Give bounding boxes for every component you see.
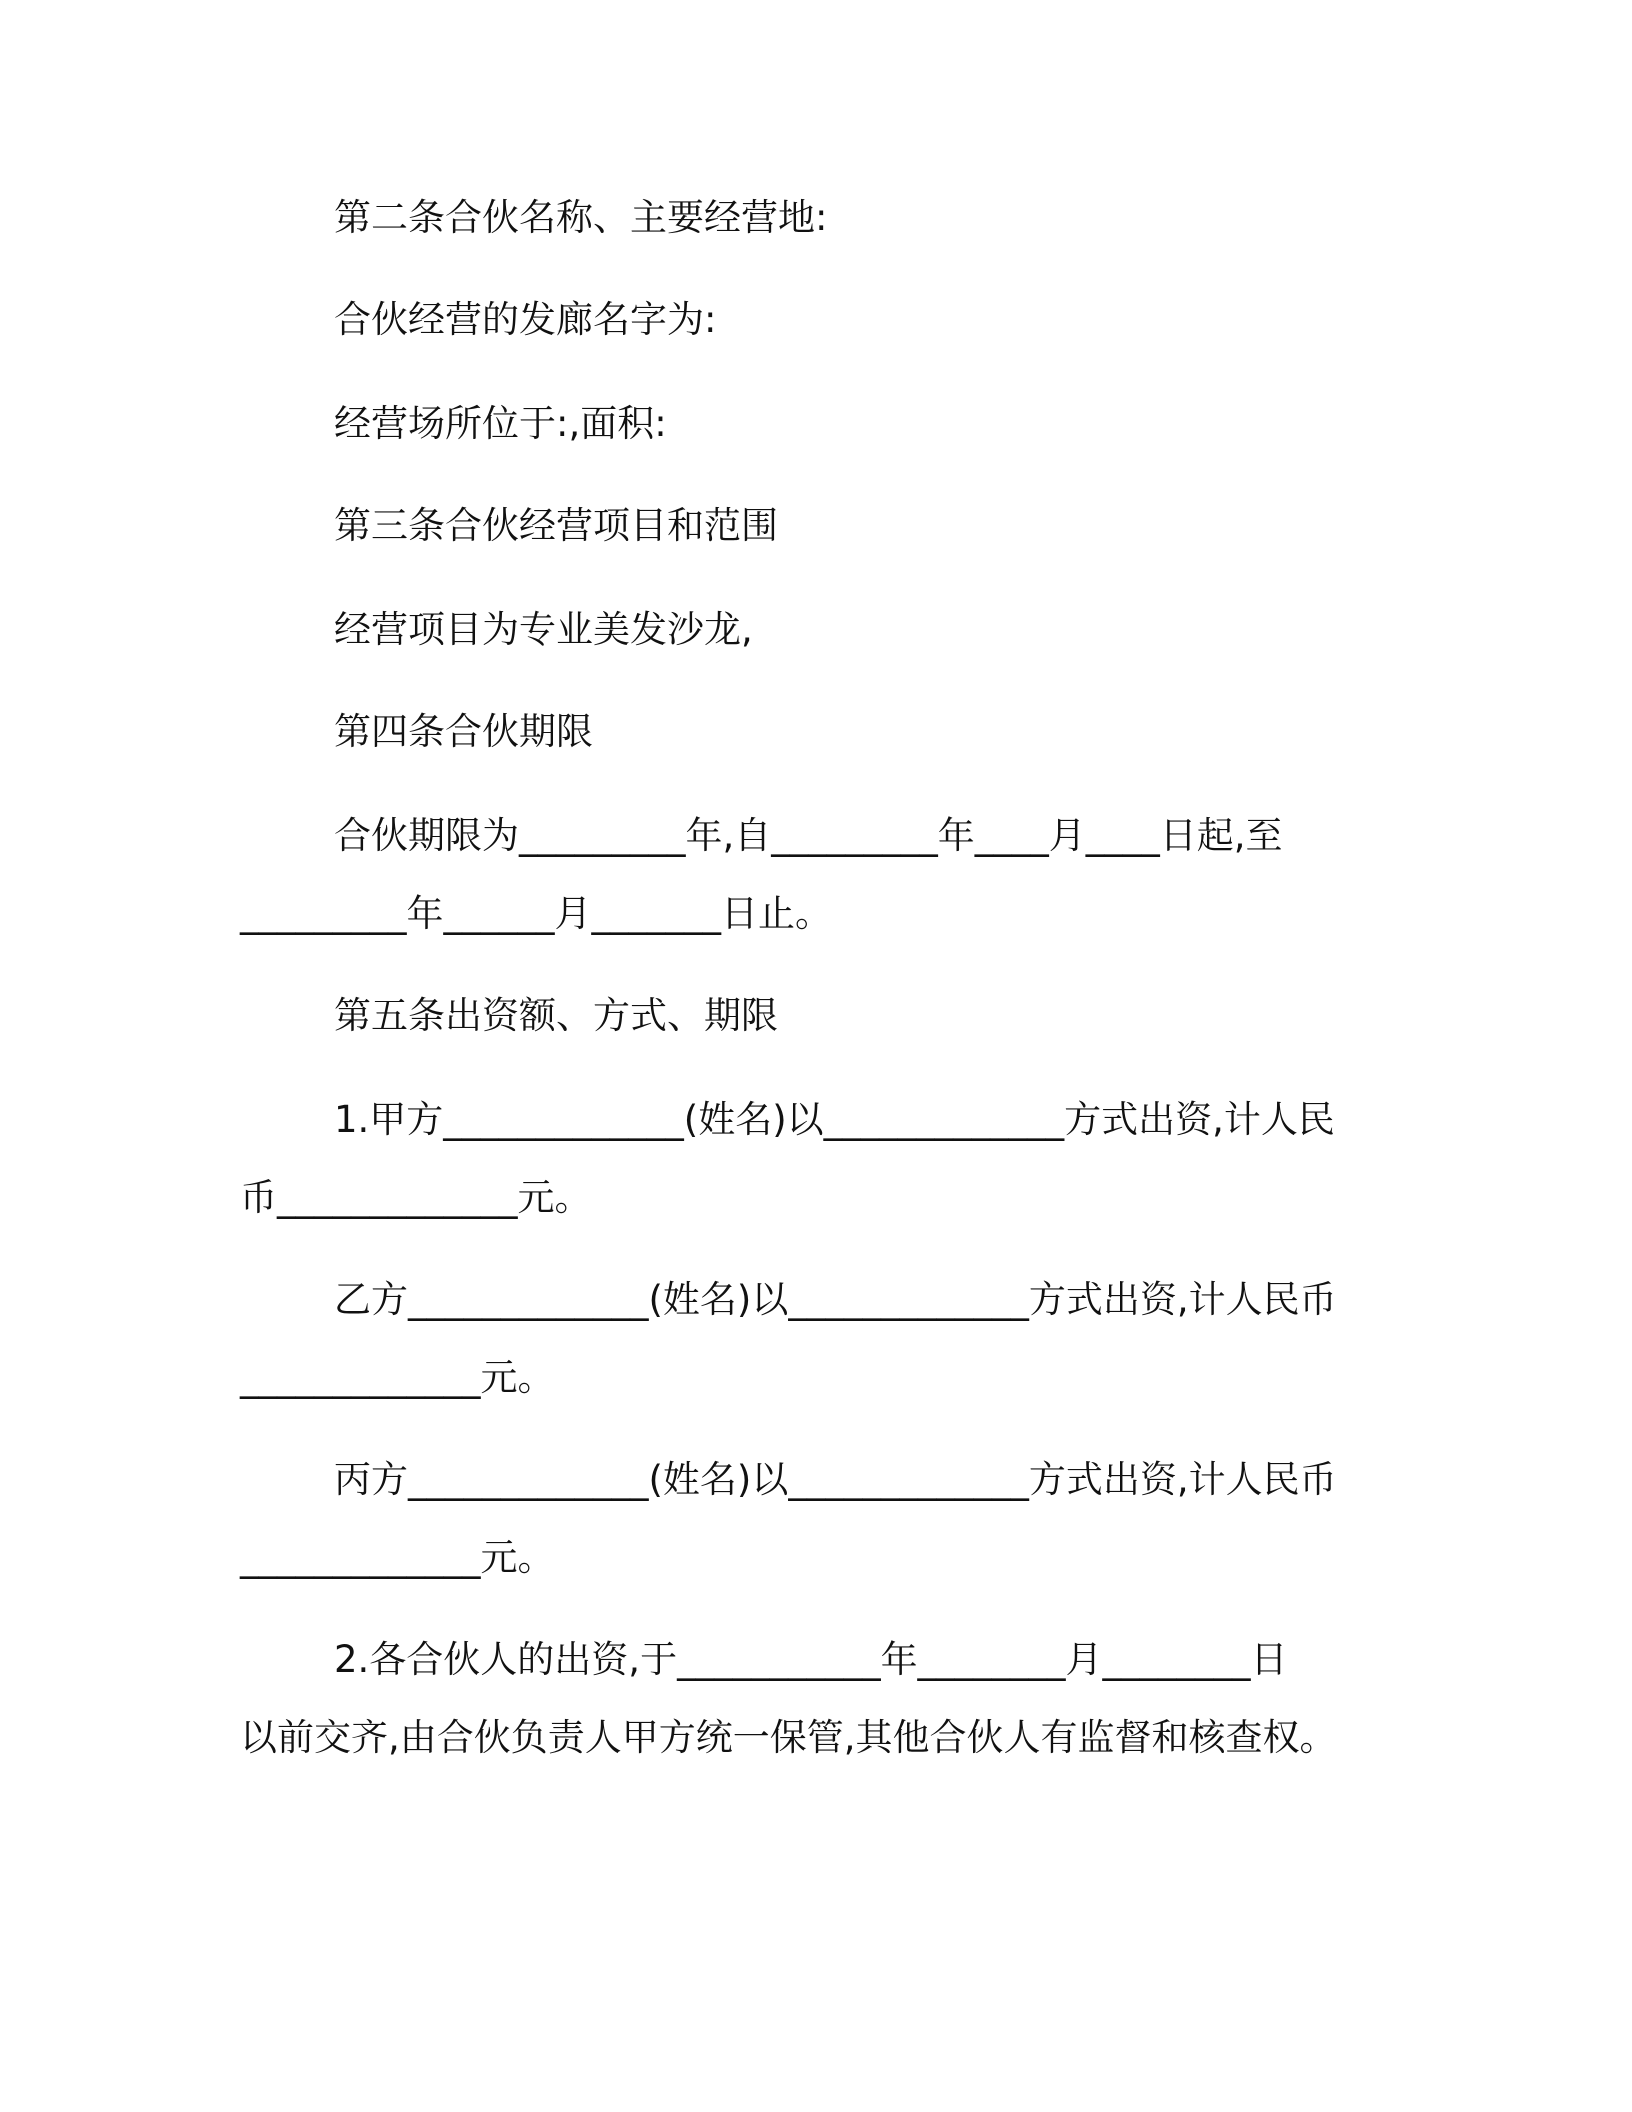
contribution-deadline-line-1: 2.各合伙人的出资,于___________年________月________日 [334, 1638, 1288, 1681]
premises-location-line: 经营场所位于:,面积: [334, 402, 667, 445]
partnership-term-line-1: 合伙期限为_________年,自_________年____月____日起,至 [334, 814, 1283, 857]
business-scope-line: 经营项目为专业美发沙龙, [334, 608, 753, 651]
contribution-deadline-line-2: 以前交齐,由合伙负责人甲方统一保管,其他合伙人有监督和核查权。 [240, 1716, 1337, 1759]
article-4-heading: 第四条合伙期限 [334, 710, 593, 753]
party-b-contribution-line-1: 乙方_____________(姓名)以_____________方式出资,计人民币 [334, 1278, 1337, 1321]
party-c-contribution-line-2: _____________元。 [240, 1536, 555, 1579]
partnership-term-line-2: _________年______月_______日止。 [240, 892, 832, 935]
article-2-heading: 第二条合伙名称、主要经营地: [334, 196, 828, 239]
article-5-heading: 第五条出资额、方式、期限 [334, 994, 778, 1037]
salon-name-line: 合伙经营的发廊名字为: [334, 298, 717, 341]
party-a-contribution-line-2: 币_____________元。 [240, 1176, 592, 1219]
party-a-contribution-line-1: 1.甲方_____________(姓名)以_____________方式出资,计人民 [334, 1098, 1335, 1141]
party-b-contribution-line-2: _____________元。 [240, 1356, 555, 1399]
article-3-heading: 第三条合伙经营项目和范围 [334, 504, 778, 547]
party-c-contribution-line-1: 丙方_____________(姓名)以_____________方式出资,计人民币 [334, 1458, 1337, 1501]
